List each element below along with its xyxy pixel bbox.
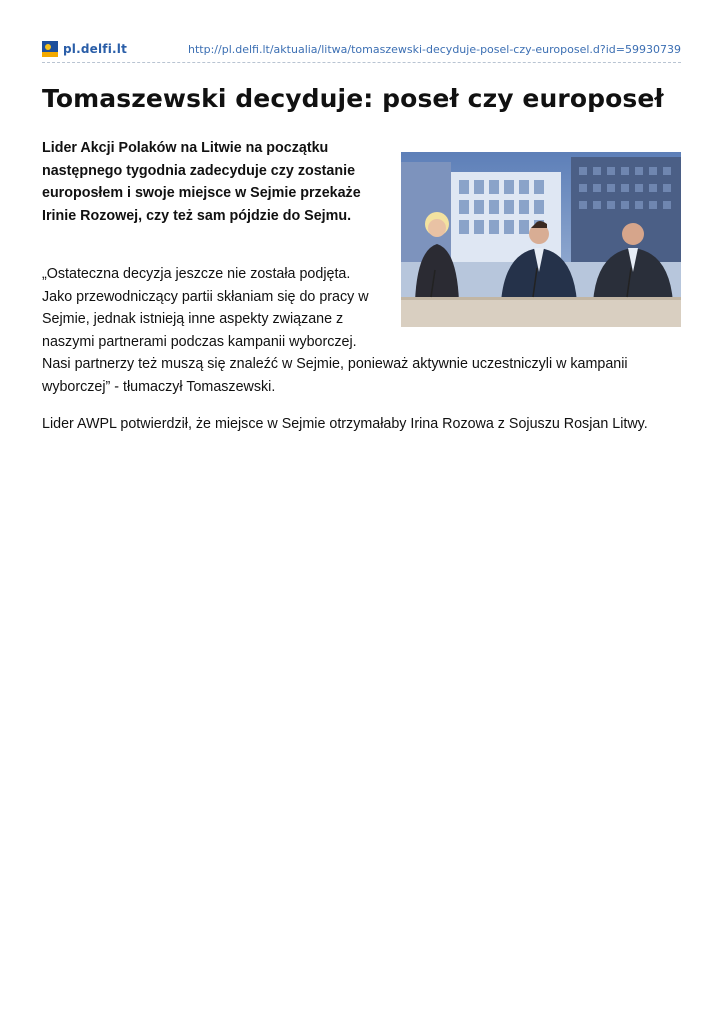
article-title: Tomaszewski decyduje: poseł czy europoseł — [42, 84, 664, 113]
quote-text: „Ostateczna decyzja jeszcze nie została podjęta. Jako przewodniczący partii skłaniam się do pracy w Sejmie, jednak istnieją inne aspekty związane z naszymi partnerami podczas kampanii wyborczej. Nasi partnerzy też muszą się znaleźć w Sejmie, ponieważ aktywnie uczestniczyli w kampanii wyborczej” - tłumaczył Tomaszewski. — [42, 266, 628, 395]
article-url-link[interactable]: http://pl.delfi.lt/aktualia/litwa/tomaszewski-decyduje-posel-czy-europosel.d?id=59930739 — [188, 43, 681, 56]
article-paragraph-quote — [42, 263, 681, 399]
delfi-logo-icon — [42, 41, 58, 57]
article-paragraph-2: Lider AWPL potwierdził, że miejsce w Sejmie otrzymałaby Irina Rozowa z Sojuszu Rosjan Litwy. — [42, 416, 648, 432]
site-name[interactable]: pl.delfi.lt — [63, 42, 128, 56]
site-logo[interactable] — [42, 41, 127, 57]
article-lead: Lider Akcji Polaków na Litwie na początku następnego tygodnia zadecyduje czy zostanie europosłem i swoje miejsce w Sejmie przekaże Irinie Rozowej, czy też sam pójdzie do Sejmu. — [42, 140, 361, 224]
page-header — [42, 40, 681, 62]
header-divider — [42, 62, 681, 63]
